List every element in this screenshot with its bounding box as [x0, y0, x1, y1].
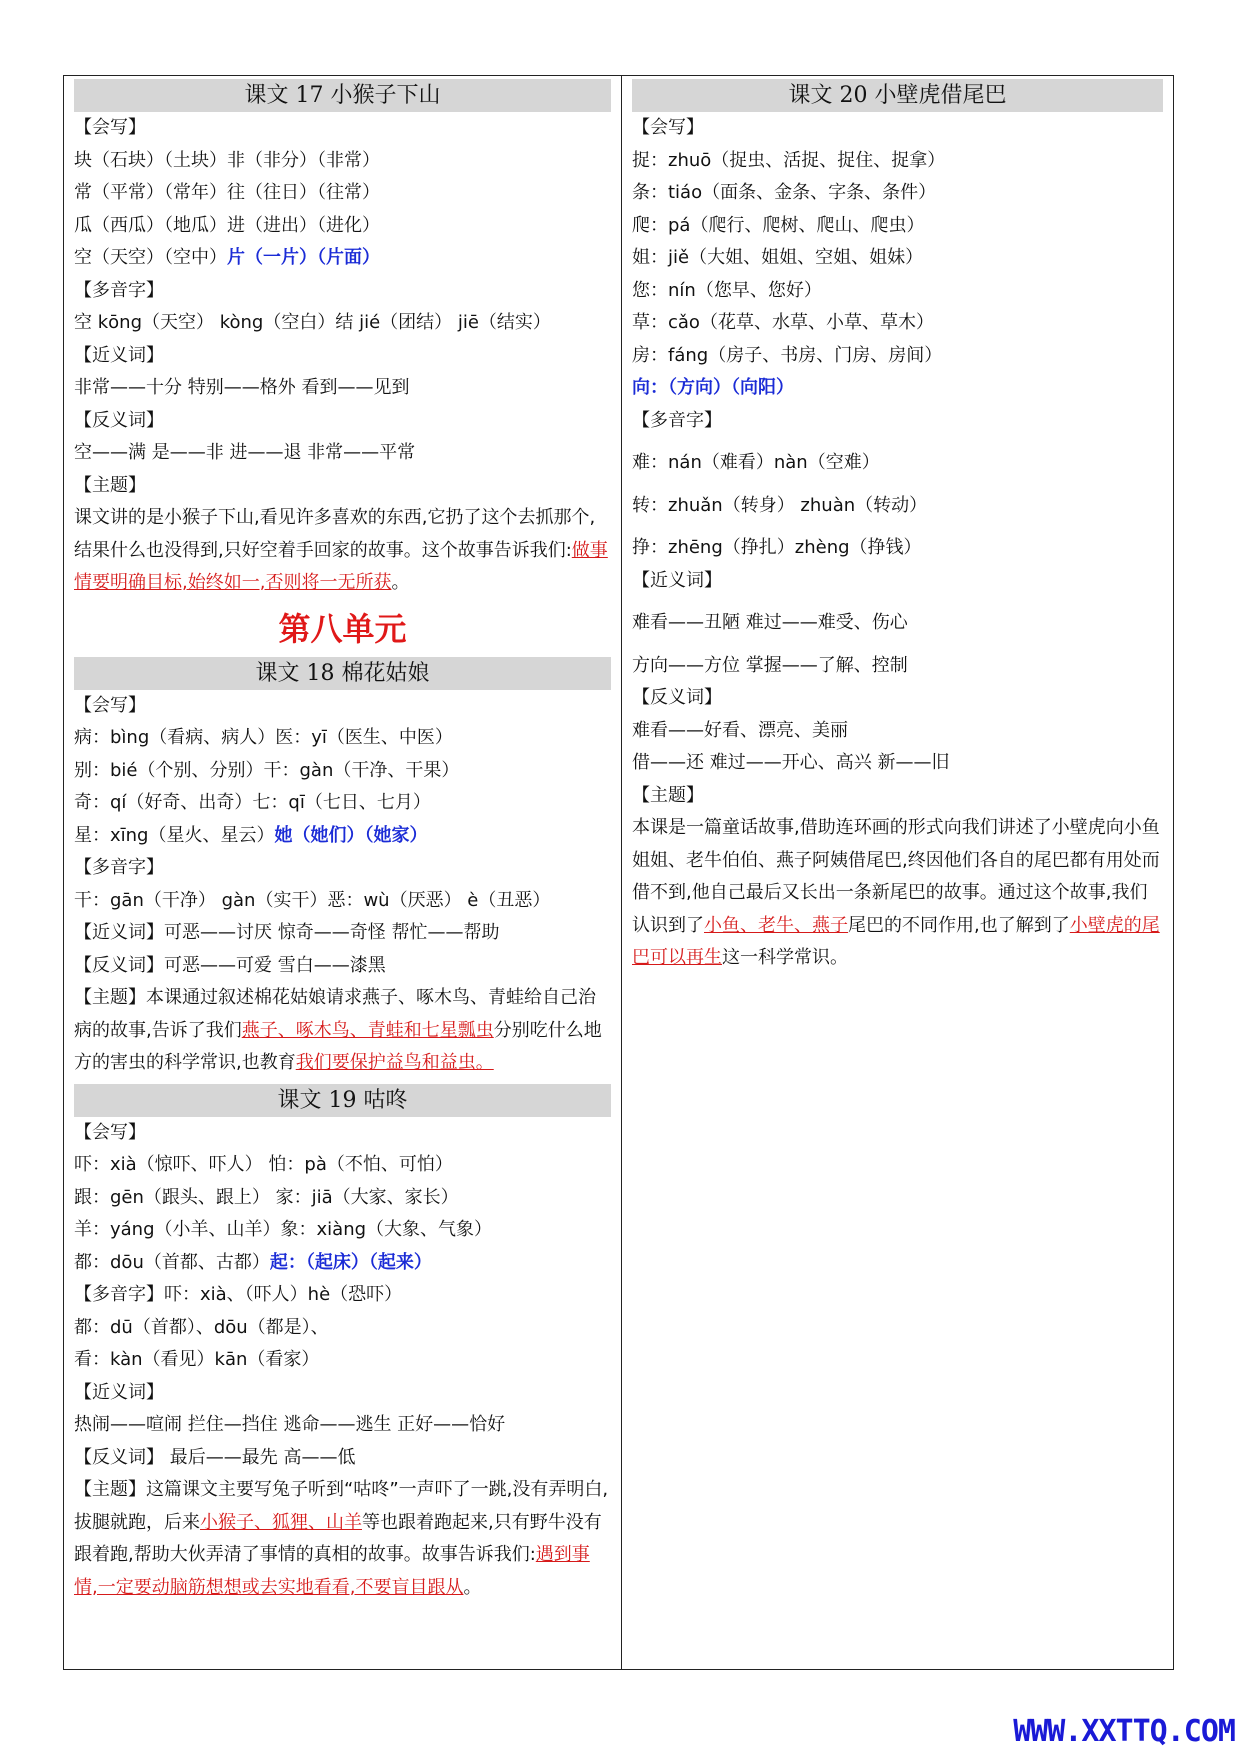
lesson19-polyphone-line: 都：dū（首都）、dōu（都是）、	[74, 1316, 329, 1338]
lesson18-write-line: 病：bìng（看病、病人）医：yī（医生、中医）	[74, 727, 453, 748]
site-watermark: WWW.XXTTQ.COM	[1013, 1714, 1235, 1749]
unit8-title: 第八单元	[278, 609, 407, 648]
lesson19-write-text: 都：dōu（首都、古都）	[74, 1251, 270, 1273]
lesson20-title: 课文 20 小壁虎借尾巴	[632, 79, 1163, 112]
lesson19-theme-paragraph	[74, 1474, 611, 1604]
lesson19-polyphone-line: 看：kàn（看见）kān（看家）	[74, 1349, 320, 1370]
lesson17-write-line: 常（平常）（常年）往（往日）（往常）	[74, 182, 380, 203]
lesson20-write-line: 姐：jiě（大姐、姐姐、空姐、姐妹）	[632, 247, 924, 268]
lesson20-polyphone-line: 难：nán（难看）nàn（空难）	[632, 452, 880, 473]
lesson20-write-line: 条：tiáo（面条、金条、字条、条件）	[632, 182, 937, 203]
lesson18-write-line: 别：bié（个别、分别）干：gàn（干净、干果）	[74, 759, 460, 781]
lesson18-theme-text: 分别吃什么地方的害虫的科学常识,也教育	[74, 1019, 602, 1073]
lesson20-synonym-heading: 【近义词】	[632, 569, 722, 591]
lesson20-theme-paragraph	[632, 812, 1163, 975]
lesson20-write-heading: 【会写】	[632, 117, 704, 138]
lesson18-title: 课文 18 棉花姑娘	[74, 657, 611, 690]
lesson17-write-line	[74, 242, 611, 275]
lesson17-write-line: 瓜（西瓜）（地瓜）进（进出）（进化）	[74, 214, 380, 236]
lesson18-synonym-line: 【近义词】可恶——讨厌 惊奇——奇怪 帮忙——帮助	[74, 922, 500, 943]
lesson17-write-text: 空（天空）（空中）	[74, 247, 227, 268]
lesson19-polyphone-line: 【多音字】吓：xià、（吓人）hè（恐吓）	[74, 1284, 403, 1305]
lesson18-write-line: 奇：qí（好奇、出奇）七：qī（七日、七月）	[74, 792, 431, 813]
lesson17-theme-heading: 【主题】	[74, 474, 146, 496]
lesson20-write-line: 房：fáng（房子、书房、门房、房间）	[632, 344, 943, 366]
lesson18-write-text: 星：xīng（星火、星云）	[74, 824, 275, 846]
lesson17-theme-text: 课文讲的是小猴子下山,看见许多喜欢的东西,它扔了这个去抓那个,结果什么也没得到,只好空着手回家的故事。这个故事告诉我们:	[74, 507, 596, 561]
lesson17-antonym-heading: 【反义词】	[74, 409, 164, 431]
lesson19-synonym-heading: 【近义词】	[74, 1381, 164, 1403]
lesson17-polyphone-heading: 【多音字】	[74, 279, 164, 301]
lesson20-theme-end: 这一科学常识。	[722, 947, 848, 968]
left-column	[64, 76, 622, 1669]
lesson17-theme-paragraph	[74, 502, 611, 600]
lesson20-theme-text: 本课是一篇童话故事,借助连环画的形式向我们讲述了小壁虎向小鱼姐姐、老牛伯伯、燕子阿姨借尾巴,终因他们各自的尾巴都有用处而借不到,他自己最后又长出一条新尾巴的故事。通过这个故事,我们认识到了	[632, 817, 1160, 936]
lesson17-theme-highlight: 做事情要明确目标,始终如一,否则将一无所获	[74, 539, 608, 593]
lesson18-antonym-line: 【反义词】可恶——可爱 雪白——漆黑	[74, 954, 386, 976]
lesson20-theme-highlight: 小鱼、老牛、燕子	[704, 914, 848, 936]
lesson19-theme-text: 等也跟着跑起来,只有野牛没有跟着跑,帮助大伙弄清了事情的真相的故事。故事告诉我们:	[74, 1511, 602, 1565]
lesson17-write-line: 块（石块）（土块）非（非分）（非常）	[74, 149, 380, 171]
lesson18-polyphone-heading: 【多音字】	[74, 857, 164, 878]
lesson17-title: 课文 17 小猴子下山	[74, 79, 611, 112]
lesson20-antonym-line: 难看——好看、漂亮、美丽	[632, 719, 848, 741]
lesson18-write-heading: 【会写】	[74, 694, 146, 716]
lesson17-highlight: 片（一片）（片面）	[227, 247, 380, 268]
worksheet-table	[63, 75, 1174, 1670]
lesson19-write-line: 跟：gēn（跟头、跟上） 家：jiā（大家、家长）	[74, 1186, 459, 1208]
lesson18-theme-text: 【主题】本课通过叙述棉花姑娘请求燕子、啄木鸟、青蛙给自己治病的故事,告诉了我们	[74, 987, 596, 1041]
lesson19-antonym-line: 【反义词】 最后——最先 高——低	[74, 1446, 356, 1468]
lesson20-synonym-line: 方向——方位 掌握——了解、控制	[632, 654, 908, 676]
lesson19-write-line: 羊：yáng（小羊、山羊）象：xiàng（大象、气象）	[74, 1219, 493, 1240]
lesson19-theme-text: 【主题】这篇课文主要写兔子听到“咕咚”一声吓了一跳,没有弄明白,拔腿就跑，后来	[74, 1479, 609, 1533]
lesson19-synonym-line: 热闹——喧闹 拦住—挡住 逃命——逃生 正好——恰好	[74, 1414, 506, 1435]
lesson19-write-heading: 【会写】	[74, 1121, 146, 1143]
lesson19-theme-highlight: 遇到事情,一定要动脑筋想想或去实地看看,不要盲目跟从	[74, 1544, 590, 1598]
lesson20-highlight: 向：（方向）（向阳）	[632, 377, 794, 398]
lesson19-title: 课文 19 咕咚	[74, 1084, 611, 1117]
lesson18-highlight: 她（她们）（她家）	[274, 824, 428, 846]
lesson18-theme-highlight: 我们要保护益鸟和益虫。	[295, 1052, 494, 1073]
lesson20-theme-highlight: 小壁虎的尾巴可以再生	[632, 914, 1160, 968]
lesson17-polyphone-line: 空 kōng（天空） kòng（空白）结 jié（团结） jiē（结实）	[74, 312, 551, 333]
lesson17-write-heading: 【会写】	[74, 117, 146, 138]
lesson18-theme-highlight: 燕子、啄木鸟、青蛙和七星瓢虫	[241, 1019, 494, 1041]
lesson20-write-line: 您：nín（您早、您好）	[632, 279, 822, 301]
right-column	[622, 76, 1173, 1669]
lesson20-antonym-heading: 【反义词】	[632, 687, 722, 708]
lesson17-synonym-line: 非常——十分 特别——格外 看到——见到	[74, 377, 410, 398]
lesson19-theme-highlight: 小猴子、狐狸、山羊	[200, 1511, 362, 1533]
lesson18-polyphone-line: 干：gān（干净） gàn（实干）恶：wù（厌恶） è（丑恶）	[74, 889, 551, 911]
lesson19-theme-end: 。	[463, 1576, 482, 1598]
lesson20-synonym-line: 难看——丑陋 难过——难受、伤心	[632, 612, 908, 633]
lesson18-theme-paragraph	[74, 982, 611, 1080]
lesson20-write-line: 草：cǎo（花草、水草、小草、草木）	[632, 312, 934, 333]
lesson20-theme-heading: 【主题】	[632, 784, 704, 806]
lesson19-write-line	[74, 1247, 611, 1280]
lesson17-theme-end: 。	[391, 572, 410, 593]
lesson20-polyphone-line: 挣：zhēng（挣扎）zhèng（挣钱）	[632, 537, 922, 558]
lesson20-write-line: 爬：pá（爬行、爬树、爬山、爬虫）	[632, 214, 925, 236]
lesson17-synonym-heading: 【近义词】	[74, 344, 164, 366]
lesson19-write-line: 吓：xià（惊吓、吓人） 怕：pà（不怕、可怕）	[74, 1154, 453, 1175]
lesson20-theme-text: 尾巴的不同作用,也了解到了	[848, 914, 1070, 936]
lesson19-highlight: 起：（起床）（起来）	[269, 1251, 432, 1273]
lesson20-polyphone-line: 转：zhuǎn（转身） zhuàn（转动）	[632, 494, 928, 516]
lesson20-polyphone-heading: 【多音字】	[632, 409, 722, 431]
lesson20-write-line: 捉：zhuō（捉虫、活捉、捉住、捉拿）	[632, 149, 946, 171]
lesson18-write-line	[74, 820, 611, 853]
lesson20-antonym-line: 借——还 难过——开心、高兴 新——旧	[632, 752, 950, 773]
lesson17-antonym-line: 空——满 是——非 进——退 非常——平常	[74, 442, 416, 463]
